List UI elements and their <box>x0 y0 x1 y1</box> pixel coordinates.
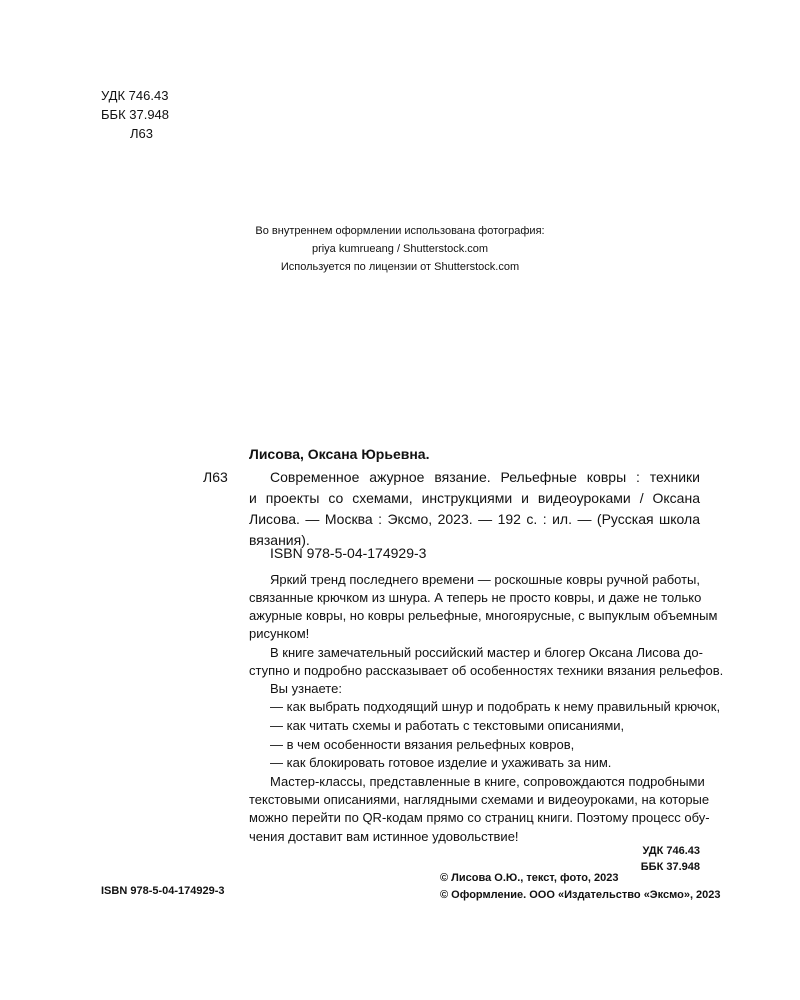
photo-credit-line: Используется по лицензии от Shutterstock.com <box>280 261 520 273</box>
catalog-author-mark: Л63 <box>203 469 228 485</box>
catalog-description-line: вязания). <box>249 532 310 548</box>
catalog-author: Лисова, Оксана Юрьевна. <box>249 446 430 462</box>
udk-code: УДК 746.43 <box>101 88 169 103</box>
footer-isbn: ISBN 978-5-04-174929-3 <box>101 885 225 897</box>
annotation-line: связанные крючком из шнура. А теперь не просто ковры, и даже не только <box>249 590 702 605</box>
annotation-line: — в чем особенности вязания рельефных ковров, <box>270 737 575 752</box>
annotation-line: Яркий тренд последнего времени — роскошные ковры ручной работы, <box>270 572 700 587</box>
copyright-text: © Лисова О.Ю., текст, фото, 2023 <box>440 872 619 884</box>
annotation-line: рисунком! <box>249 626 310 641</box>
photo-credit-line: priya kumrueang / Shutterstock.com <box>311 243 489 255</box>
catalog-description-line: Лисова. — Москва : Эксмо, 2023. — 192 с. : ил. — (Русская школа <box>249 511 700 527</box>
bbk-code-bottom: ББК 37.948 <box>640 861 700 873</box>
udk-code-bottom: УДК 746.43 <box>642 845 700 857</box>
copyright-design: © Оформление. ООО «Издательство «Эксмо», 2023 <box>440 889 721 901</box>
annotation-line: чения доставит вам истинное удовольствие! <box>249 829 519 844</box>
annotation-line: — как читать схемы и работать с текстовыми описаниями, <box>270 718 625 733</box>
annotation-line: можно перейти по QR-кодам прямо со страниц книги. Поэтому процесс обу- <box>249 810 710 825</box>
catalog-isbn: ISBN 978-5-04-174929-3 <box>270 545 427 561</box>
annotation-line: — как блокировать готовое изделие и ухаживать за ним. <box>270 755 612 770</box>
catalog-description-line: Современное ажурное вязание. Рельефные ковры : техники <box>270 469 700 485</box>
annotation-line: Вы узнаете: <box>270 681 342 696</box>
annotation-line: текстовыми описаниями, наглядными схемами и видеоуроками, на которые <box>249 792 710 807</box>
annotation-line: Мастер-классы, представленные в книге, сопровождаются подробными <box>270 774 705 789</box>
annotation-line: В книге замечательный российский мастер и блогер Оксана Лисова до- <box>270 645 703 660</box>
photo-credit-line: Во внутреннем оформлении использована фотография: <box>255 225 545 237</box>
bbk-code: ББК 37.948 <box>101 107 170 122</box>
annotation-line: ажурные ковры, но ковры рельефные, многоярусные, с выпуклым объемным <box>249 608 718 623</box>
annotation-line: ступно и подробно рассказывает об особенностях техники вязания рельефов. <box>249 663 724 678</box>
author-mark: Л63 <box>130 126 153 141</box>
catalog-description-line: и проекты со схемами, инструкциями и видеоуроками / Оксана <box>249 490 700 506</box>
annotation-line: — как выбрать подходящий шнур и подобрать к нему правильный крючок, <box>270 699 721 714</box>
